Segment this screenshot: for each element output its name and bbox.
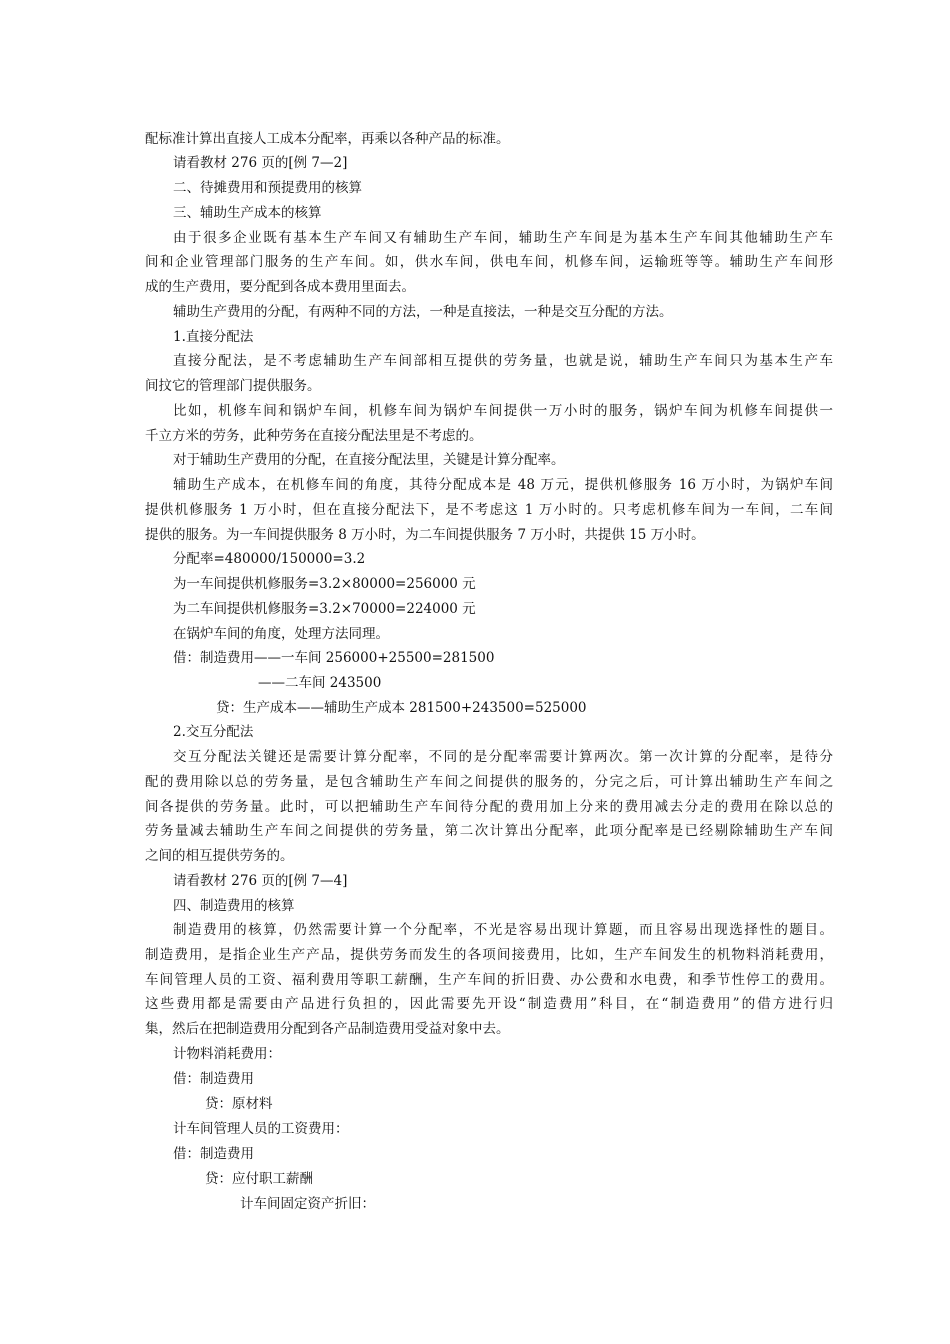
text-line: 之间的相互提供劳务的。 <box>145 848 294 864</box>
text-line: 计车间固定资产折旧： <box>240 1196 375 1212</box>
section-heading: 二、待摊费用和预提费用的核算 <box>173 180 362 196</box>
text-line: 直接分配法，是不考虑辅助生产车间部相互提供的劳务量，也就是说，辅助生产车间只为基本生产车 <box>173 353 833 369</box>
text-line: 请看教材 276 页的[例 7—2] <box>173 155 348 171</box>
text-line: 配的费用除以总的劳务量，是包含辅助生产车间之间提供的服务的，分完之后，可计算出辅助生产车间之 <box>145 774 833 790</box>
text-line: 请看教材 276 页的[例 7—4] <box>173 873 348 889</box>
text-line: 集，然后在把制造费用分配到各产品制造费用受益对象中去。 <box>145 1021 510 1037</box>
journal-entry-line: 借：制造费用 <box>173 1071 254 1087</box>
text-line: 比如，机修车间和锅炉车间，机修车间为锅炉车间提供一万小时的服务，锅炉车间为机修车间提供一 <box>173 403 833 419</box>
text-line: 辅助生产成本，在机修车间的角度，其待分配成本是 48 万元，提供机修服务 16 万小时，为锅炉车间 <box>173 477 833 493</box>
text-line: 车间管理人员的工资、福利费用等职工薪酬，生产车间的折旧费、办公费和水电费，和季节性停工的费用。 <box>145 972 833 988</box>
text-line: 在锅炉车间的角度，处理方法同理。 <box>173 626 389 642</box>
section-heading: 三、辅助生产成本的核算 <box>173 205 322 221</box>
text-line: 计车间管理人员的工资费用： <box>173 1121 349 1137</box>
text-line: 配标准计算出直接人工成本分配率，再乘以各种产品的标准。 <box>145 131 510 147</box>
text-line: 这些费用都是需要由产品进行负担的，因此需要先开设“制造费用”科目，在“制造费用”的借方进行归 <box>145 996 833 1012</box>
journal-entry-line: ——二车间 243500 <box>258 675 382 691</box>
journal-entry-line: 借：制造费用——一车间 256000+25500=281500 <box>173 650 495 666</box>
text-line: 提供机修服务 1 万小时，但在直接分配法下，是不考虑这 1 万小时的。只考虑机修车间为一车间，二车间 <box>145 502 833 518</box>
text-line: 千立方米的劳务，此种劳务在直接分配法里是不考虑的。 <box>145 428 483 444</box>
text-line: 交互分配法关键还是需要计算分配率，不同的是分配率需要计算两次。第一次计算的分配率，是待分 <box>173 749 833 765</box>
formula-line: 为一车间提供机修服务=3.2×80000=256000 元 <box>173 576 476 592</box>
text-line: 制造费用的核算，仍然需要计算一个分配率，不光是容易出现计算题，而且容易出现选择性的题目。 <box>173 922 833 938</box>
text-line: 间各提供的劳务量。此时，可以把辅助生产车间待分配的费用加上分来的费用减去分走的费用在除以总的 <box>145 799 833 815</box>
text-line: 间抆它的管理部门提供服务。 <box>145 378 321 394</box>
text-line: 劳务量减去辅助生产车间之间提供的劳务量，第二次计算出分配率，此项分配率是已经剔除辅助生产车间 <box>145 823 833 839</box>
formula-line: 为二车间提供机修服务=3.2×70000=224000 元 <box>173 601 476 617</box>
text-line: 由于很多企业既有基本生产车间又有辅助生产车间，辅助生产车间是为基本生产车间其他辅助生产车 <box>173 230 833 246</box>
journal-entry-line: 贷：应付职工薪酬 <box>205 1171 313 1187</box>
text-line: 制造费用，是指企业生产产品，提供劳务而发生的各项间接费用，比如，生产车间发生的机物料消耗费用， <box>145 947 833 963</box>
subsection-heading: 1.直接分配法 <box>173 329 254 345</box>
text-line: 辅助生产费用的分配，有两种不同的方法，一种是直接法，一种是交互分配的方法。 <box>173 304 673 320</box>
subsection-heading: 2.交互分配法 <box>173 724 254 740</box>
text-line: 对于辅助生产费用的分配，在直接分配法里，关键是计算分配率。 <box>173 452 565 468</box>
journal-entry-line: 贷：生产成本——辅助生产成本 281500+243500=525000 <box>216 700 587 716</box>
journal-entry-line: 贷：原材料 <box>205 1096 273 1112</box>
text-line: 间和企业管理部门服务的生产车间。如，供水车间，供电车间，机修车间，运输班等等。辅助生产车间形 <box>145 254 833 270</box>
text-line: 计物料消耗费用： <box>173 1046 281 1062</box>
text-line: 成的生产费用，要分配到各成本费用里面去。 <box>145 279 415 295</box>
journal-entry-line: 借：制造费用 <box>173 1146 254 1162</box>
text-line: 提供的服务。为一车间提供服务 8 万小时，为二车间提供服务 7 万小时，共提供 15 万小时。 <box>145 527 705 543</box>
section-heading: 四、制造费用的核算 <box>173 898 295 914</box>
formula-line: 分配率=480000/150000=3.2 <box>173 551 366 567</box>
